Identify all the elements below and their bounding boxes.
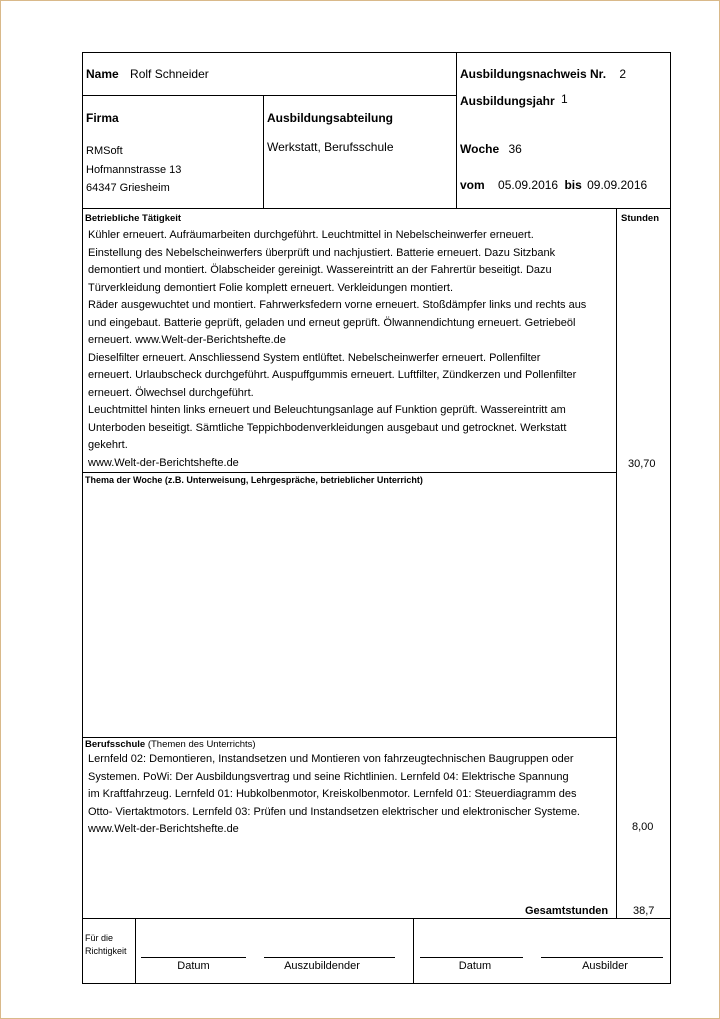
betrieb-line: gekehrt. xyxy=(88,439,128,451)
azubi-label: Auszubildender xyxy=(284,960,360,972)
stunden-label: Stunden xyxy=(621,213,659,224)
betrieb-line: erneuert. www.Welt-der-Berichtshefte.de xyxy=(88,334,286,346)
schule-line: Systemen. PoWi: Der Ausbildungsvertrag und seine Richtlinien. Lernfeld 04: Elektrische Spannung xyxy=(88,770,569,783)
schule-title-bold: Berufsschule xyxy=(85,739,146,750)
firma-label: Firma xyxy=(86,111,119,125)
ausbildungsjahr-value: 1 xyxy=(561,92,568,106)
schule-line: Otto- Viertaktmotors. Lernfeld 03: Prüfen und Instandsetzen elektrischer und elektronischer Systeme. xyxy=(88,805,580,818)
betrieb-line: und eingebaut. Batterie geprüft, geladen und erneut geprüft. Ölwannendichtung erneuert. Getriebeöl xyxy=(88,316,576,329)
signature-line-datum-ausbilder xyxy=(420,957,523,958)
betrieb-line: Leuchtmittel hinten links erneuert und Beleuchtungsanlage auf Funktion geprüft. Wassereintritt am xyxy=(88,404,566,416)
betrieb-line: Kühler erneuert. Aufräumarbeiten durchgeführt. Leuchtmittel in Nebelscheinwerfer erneuert. xyxy=(88,229,534,241)
firma-line: RMSoft xyxy=(86,145,123,157)
richtigkeit-line: Richtigkeit xyxy=(85,946,127,956)
betrieb-line: Dieselfilter erneuert. Anschliessend System entlüftet. Nebelscheinwerfer erneuert. Pollenfilter xyxy=(88,351,541,364)
firma-address xyxy=(86,142,181,198)
schule-line: im Kraftfahrzeug. Lernfeld 01: Hubkolbenmotor, Kreiskolbenmotor. Lernfeld 01: Steuerdiagramm des xyxy=(88,788,577,800)
signature-line-datum-azubi xyxy=(141,957,246,958)
betrieb-stunden: 30,70 xyxy=(628,458,656,470)
betrieb-line: Einstellung des Nebelscheinwerfers überprüft und nachjustiert. Batterie erneuert. Dazu Sitzbank xyxy=(88,246,556,259)
gesamt-value: 38,7 xyxy=(633,905,655,917)
datum-ausbilder-label: Datum xyxy=(458,960,492,972)
schule-stunden: 8,00 xyxy=(632,821,654,833)
richtigkeit-label xyxy=(85,932,127,958)
ausbildungsjahr-field xyxy=(460,94,568,108)
firma-line: Hofmannstrasse 13 xyxy=(86,163,182,176)
name-value: Rolf Schneider xyxy=(130,67,209,81)
woche-field xyxy=(460,142,522,156)
vom-label: vom xyxy=(460,178,485,192)
ausbildungsjahr-label: Ausbildungsjahr xyxy=(460,94,555,108)
betrieb-line: Räder ausgewuchtet und montiert. Fahrwerksfedern vorne erneuert. Stoßdämpfer links und rechts aus xyxy=(88,299,587,311)
abteilung-label: Ausbildungsabteilung xyxy=(267,111,393,125)
schule-title-normal: (Themen des Unterrichts) xyxy=(147,739,256,750)
betrieb-line: www.Welt-der-Berichtshefte.de xyxy=(88,456,239,469)
betrieb-title: Betriebliche Tätigkeit xyxy=(85,213,182,224)
gesamt-label: Gesamtstunden xyxy=(525,905,609,917)
thema-title: Thema der Woche (z.B. Unterweisung, Lehrgespräche, betrieblicher Unterricht) xyxy=(85,475,423,485)
betrieb-line: erneuert. Urlaubscheck durchgeführt. Auspuffgummis erneuert. Luftfilter, Zündkerzen und Pollenfilter xyxy=(88,369,577,381)
datum-azubi-label: Datum xyxy=(177,960,210,972)
signature-line-azubi xyxy=(264,957,395,958)
schule-title xyxy=(85,739,256,750)
name-field xyxy=(86,67,209,81)
abteilung-value: Werkstatt, Berufsschule xyxy=(267,140,394,154)
firma-line: 64347 Griesheim xyxy=(86,182,170,194)
bis-value: 09.09.2016 xyxy=(587,178,648,192)
nachweis-label: Ausbildungsnachweis Nr. xyxy=(460,67,607,81)
schule-line: www.Welt-der-Berichtshefte.de xyxy=(88,823,239,835)
woche-value: 36 xyxy=(508,142,522,156)
betrieb-line: Türverkleidung demontiert Folie komplett erneuert. Verkleidungen montiert. xyxy=(88,281,454,294)
betrieb-line: demontiert und montiert. Ölabscheider gereinigt. Wassereintritt an der Fahrertür beseitigt. Dazu xyxy=(88,264,552,276)
betrieb-line: Unterboden beseitigt. Sämtliche Teppichbodenverkleidungen ausgebaut und getrocknet. Werkstatt xyxy=(88,421,567,434)
zeitraum-field xyxy=(460,178,647,192)
betrieb-text xyxy=(88,227,586,472)
nachweis-field xyxy=(460,67,626,81)
vom-value: 05.09.2016 xyxy=(498,178,559,192)
betrieb-line: erneuert. Ölwechsel durchgeführt. xyxy=(88,386,254,399)
schule-text xyxy=(88,751,580,839)
nachweis-value: 2 xyxy=(619,67,627,81)
schule-line: Lernfeld 02: Demontieren, Instandsetzen und Montieren von fahrzeugtechnischen Baugruppen oder xyxy=(88,753,574,765)
ausbilder-label: Ausbilder xyxy=(582,960,628,972)
name-label: Name xyxy=(86,67,119,81)
signature-line-ausbilder xyxy=(541,957,663,958)
richtigkeit-line: Für die xyxy=(85,933,114,943)
bis-label: bis xyxy=(564,178,582,192)
woche-label: Woche xyxy=(460,142,500,156)
